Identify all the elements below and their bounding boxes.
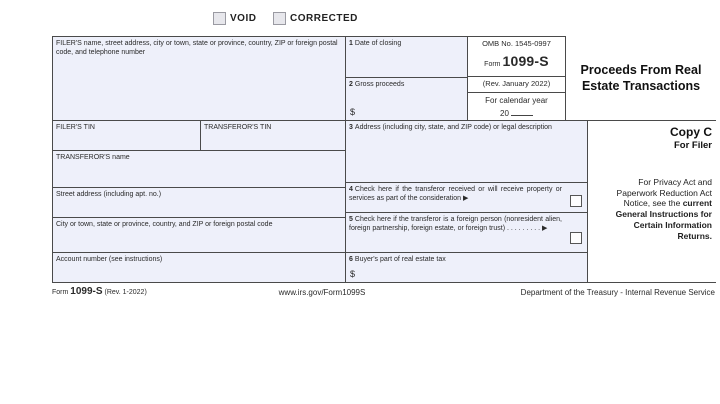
account-number-cell[interactable] [52,252,346,283]
box6-label: Buyer's part of real estate tax [354,256,446,263]
corrected-checkbox[interactable] [273,12,286,25]
box5-number: 5 [349,216,353,223]
box5-foreign-person-cell [345,212,588,253]
box5-checkbox[interactable] [570,232,582,244]
box2-gross-proceeds-cell[interactable] [345,77,468,121]
city-label: City or town, state or province, country, and ZIP or foreign postal code [56,221,273,228]
box6-number: 6 [349,256,353,263]
box4-number: 4 [349,186,353,193]
omb-number: OMB No. 1545-0997 [482,39,551,48]
irs-url-link[interactable]: www.irs.gov/Form1099S [278,288,366,297]
form-number-line [469,52,564,71]
calendar-year-blank[interactable] [511,108,533,116]
account-number-label: Account number (see instructions) [56,256,163,263]
box6-currency-symbol: $ [350,268,356,279]
box6-buyers-tax-cell[interactable] [345,252,588,283]
box2-number: 2 [349,81,353,88]
calendar-year-cell[interactable] [467,92,566,121]
transferor-tin-cell[interactable] [200,120,346,151]
privacy-notice-normal: For Privacy Act and Paperwork Reduction Act Notice, see the [616,177,712,209]
void-checkbox[interactable] [213,12,226,25]
form-title [566,36,716,120]
transferor-name-cell[interactable] [52,150,346,188]
transferor-name-label: TRANSFEROR'S name [56,154,130,161]
box3-address-cell[interactable] [345,120,588,183]
box4-checkbox[interactable] [570,195,582,207]
box4-consideration-cell [345,182,588,213]
void-label: VOID [230,13,257,24]
revision-label: (Rev. January 2022) [482,79,551,88]
box1-date-of-closing-cell[interactable] [345,36,468,78]
footer-revision: (Rev. 1-2022) [104,289,147,296]
street-address-label: Street address (including apt. no.) [56,191,162,198]
filer-tin-label: FILER'S TIN [56,124,95,131]
box3-label: Address (including city, state, and ZIP code) or legal description [354,124,552,131]
box5-text [349,215,584,234]
box2-currency-symbol: $ [350,106,356,117]
box1-number: 1 [349,40,353,47]
form-word: Form [484,61,501,69]
box5-arrow-icon: ▶ [542,225,548,233]
street-address-cell[interactable] [52,187,346,218]
form-title-line2: Estate Transactions [581,79,701,93]
filer-info-cell[interactable] [52,36,346,121]
transferor-tin-label: TRANSFEROR'S TIN [204,124,272,131]
privacy-notice-bold: current General Instructions for Certain Information Returns. [615,198,712,241]
footer-department: Department of the Treasury - Internal Revenue Service [520,288,715,297]
footer-form-number: 1099-S [70,286,103,297]
copy-label: Copy C [670,125,712,139]
filer-info-label: FILER'S name, street address, city or town, state or province, country, ZIP or foreign postal code, and telephone number [56,40,338,57]
form-number: 1099-S [502,53,549,70]
box5-dot-leaders: . . . . . . . . . [506,225,541,233]
box3-number: 3 [349,124,353,131]
box2-label: Gross proceeds [354,81,405,88]
corrected-label: CORRECTED [290,13,358,24]
revision-cell [467,76,566,93]
corrected-checkbox-group [273,12,358,25]
omb-form-cell [467,36,566,77]
box4-label: Check here if the transferor received or will receive property or services as part of the consideration [349,186,562,203]
box4-arrow-icon: ▶ [463,195,469,203]
filer-tin-cell[interactable] [52,120,201,151]
box1-label: Date of closing [354,40,402,47]
form-title-line1: Proceeds From Real [580,62,702,77]
copy-area [587,120,716,283]
city-cell[interactable] [52,217,346,253]
calendar-year-value: 20 [469,108,564,120]
box5-label: Check here if the transferor is a foreign person (nonresident alien, foreign partnership, foreign estate, or foreign trust) [349,216,562,233]
box4-text [349,185,584,204]
copy-for-label: For Filer [673,140,712,151]
void-checkbox-group [213,12,256,25]
privacy-notice [610,177,712,241]
footer-form-word: Form [52,289,69,296]
calendar-year-label: For calendar year [485,96,548,105]
